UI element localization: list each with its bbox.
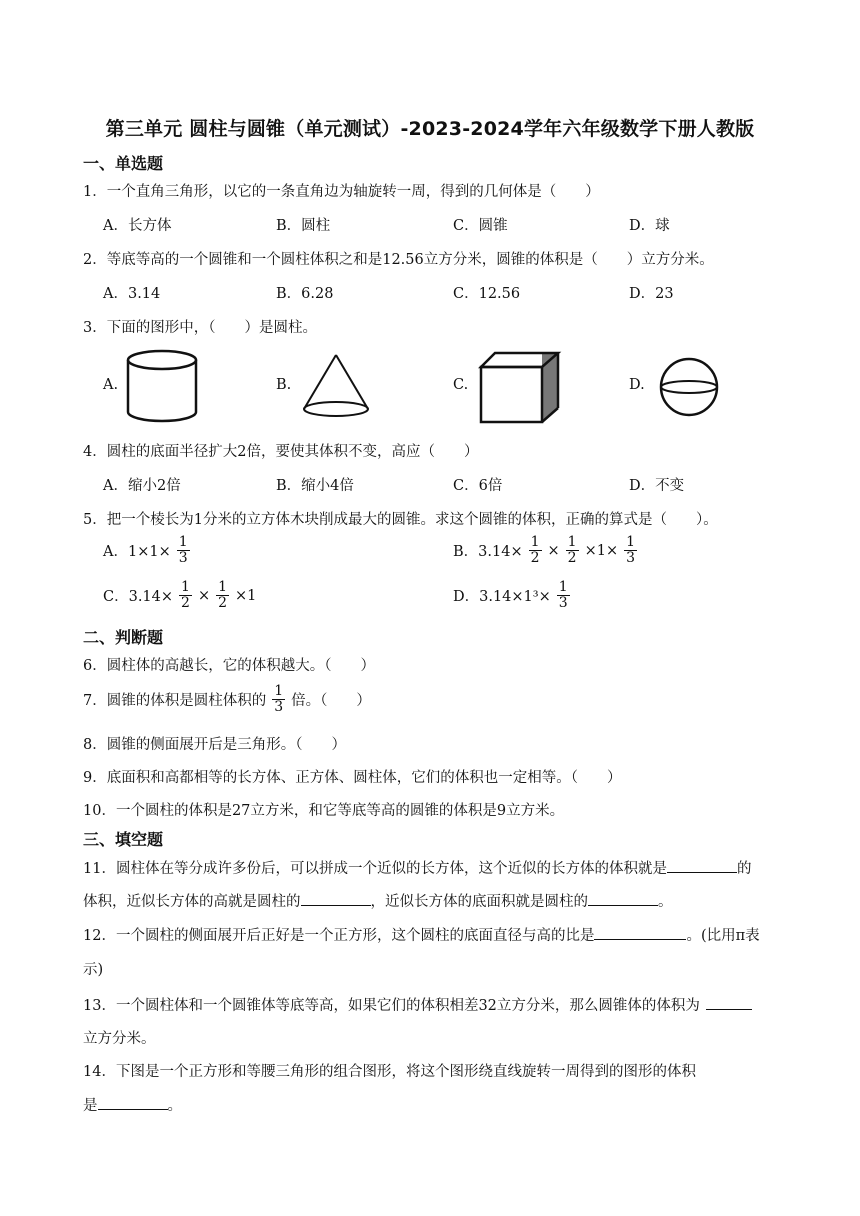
q4-option-d: D．不变 [629,478,685,494]
q12-text: 。(比用π表 [686,928,760,944]
answer-blank[interactable] [667,858,737,873]
section-heading-fill-in: 三、填空题 [83,830,164,849]
q3-option-d: D. [629,377,645,393]
fraction [179,580,192,612]
q5-option-a [103,535,196,567]
q5-option-d [453,580,576,612]
fraction [216,580,229,612]
answer-blank[interactable] [301,891,371,906]
question-11-line-1 [83,857,751,878]
q5-option-c [103,580,256,612]
fraction [624,535,637,567]
question-2: 2．等底等高的一个圆锥和一个圆柱体积之和是12.56立方分米，圆锥的体积是（ ）立方分米。 [83,252,714,268]
q5-c-prefix: C．3.14× [103,589,174,606]
q5-d-prefix: D．3.14×1³× [453,589,551,606]
question-11-line-2 [83,890,673,911]
times-one: ×1 [235,587,257,604]
answer-blank[interactable] [98,1095,168,1110]
q11-text: ，近似长方体的底面积就是圆柱的 [370,894,588,910]
q2-option-d: D．23 [629,286,674,302]
q12-text: 12．一个圆柱的侧面展开后正好是一个正方形，这个圆柱的底面直径与高的比是 [83,928,595,944]
question-4: 4．圆柱的底面半径扩大2倍，要使其体积不变，高应（ ） [83,444,479,460]
q2-option-b: B．6.28 [276,286,334,302]
question-10: 10．一个圆柱的体积是27立方米，和它等底等高的圆锥的体积是9立方米。 [83,803,565,819]
question-13-line-2: 立方分米。 [83,1031,156,1047]
times-sign: × [197,587,211,604]
q7-text-after: 倍。（ ） [291,693,371,710]
denominator: 3 [178,550,188,567]
q2-option-c: C．12.56 [453,286,521,302]
numerator: 1 [626,534,636,550]
q1-option-d: D．球 [629,218,670,234]
question-3: 3．下面的图形中，（ ）是圆柱。 [83,320,317,336]
fraction [529,535,542,567]
times-one-times: ×1× [584,542,619,559]
q5-b-prefix: B．3.14× [453,544,523,561]
answer-blank[interactable] [706,995,752,1010]
numerator: 1 [178,534,188,550]
times-sign: × [547,542,560,559]
question-12-line-2: 示) [83,962,104,978]
answer-blank[interactable] [588,891,658,906]
q11-text: 。 [658,894,673,910]
fraction [177,535,190,567]
cube-icon [478,350,562,426]
q2-option-a: A．3.14 [103,286,161,302]
q11-text: 体积，近似长方体的高就是圆柱的 [83,894,301,910]
question-9: 9．底面积和高都相等的长方体、正方体、圆柱体，它们的体积也一定相等。（ ） [83,770,622,786]
numerator: 1 [274,683,284,699]
fraction [272,684,285,716]
numerator: 1 [530,534,540,550]
fraction [566,535,579,567]
question-14-line-1: 14．下图是一个正方形和等腰三角形的组合图形，将这个图形绕直线旋转一周得到的图形的体积 [83,1064,696,1080]
sphere-icon [657,356,721,418]
cone-icon [300,352,372,420]
question-14-line-2 [83,1094,182,1115]
q3-option-b: B. [276,377,292,393]
question-13-line-1 [83,994,752,1015]
denominator: 2 [181,595,190,612]
question-12-line-1 [83,924,760,945]
q14-text: 是 [83,1098,98,1114]
answer-blank[interactable] [594,925,686,940]
numerator: 1 [558,579,568,595]
numerator: 1 [181,579,190,595]
question-6: 6．圆柱体的高越长，它的体积越大。（ ） [83,658,375,674]
q3-option-c: C. [453,377,469,393]
q13-text: 13．一个圆柱体和一个圆锥体等底等高，如果它们的体积相差32立方分米，那么圆锥体的体积为 [83,998,700,1014]
cylinder-icon [124,348,200,426]
q1-option-b: B．圆柱 [276,218,331,234]
question-7 [83,684,371,716]
denominator: 2 [218,595,228,612]
q1-option-c: C．圆锥 [453,218,508,234]
q11-text: 11．圆柱体在等分成许多份后，可以拼成一个近似的长方体，这个近似的长方体的体积就是 [83,861,667,877]
q5-option-b [453,535,643,567]
q11-text: 的 [736,861,752,877]
q14-text: 。 [167,1098,182,1114]
denominator: 2 [567,550,577,567]
question-5: 5．把一个棱长为1分米的立方体木块削成最大的圆锥。求这个圆锥的体积，正确的算式是（ ）。 [83,512,718,528]
q4-option-b: B．缩小4倍 [276,478,354,494]
denominator: 3 [274,699,284,716]
fraction [557,580,570,612]
q3-option-a: A. [103,377,119,393]
section-heading-single-choice: 一、单选题 [83,154,164,173]
question-8: 8．圆锥的侧面展开后是三角形。（ ） [83,737,346,753]
page-title: 第三单元 圆柱与圆锥（单元测试）-2023-2024学年六年级数学下册人教版 [105,118,755,140]
q4-option-c: C．6倍 [453,478,503,494]
q1-option-a: A．长方体 [103,218,172,234]
q4-option-a: A．缩小2倍 [103,478,181,494]
question-1: 1．一个直角三角形，以它的一条直角边为轴旋转一周，得到的几何体是（ ） [83,184,600,200]
numerator: 1 [567,534,577,550]
numerator: 1 [218,579,228,595]
denominator: 3 [626,550,636,567]
denominator: 3 [558,595,568,612]
q7-text-before: 7．圆锥的体积是圆柱体积的 [83,693,267,710]
q5-a-prefix: A．1×1× [103,544,171,561]
denominator: 2 [530,550,540,567]
section-heading-true-false: 二、判断题 [83,628,164,647]
